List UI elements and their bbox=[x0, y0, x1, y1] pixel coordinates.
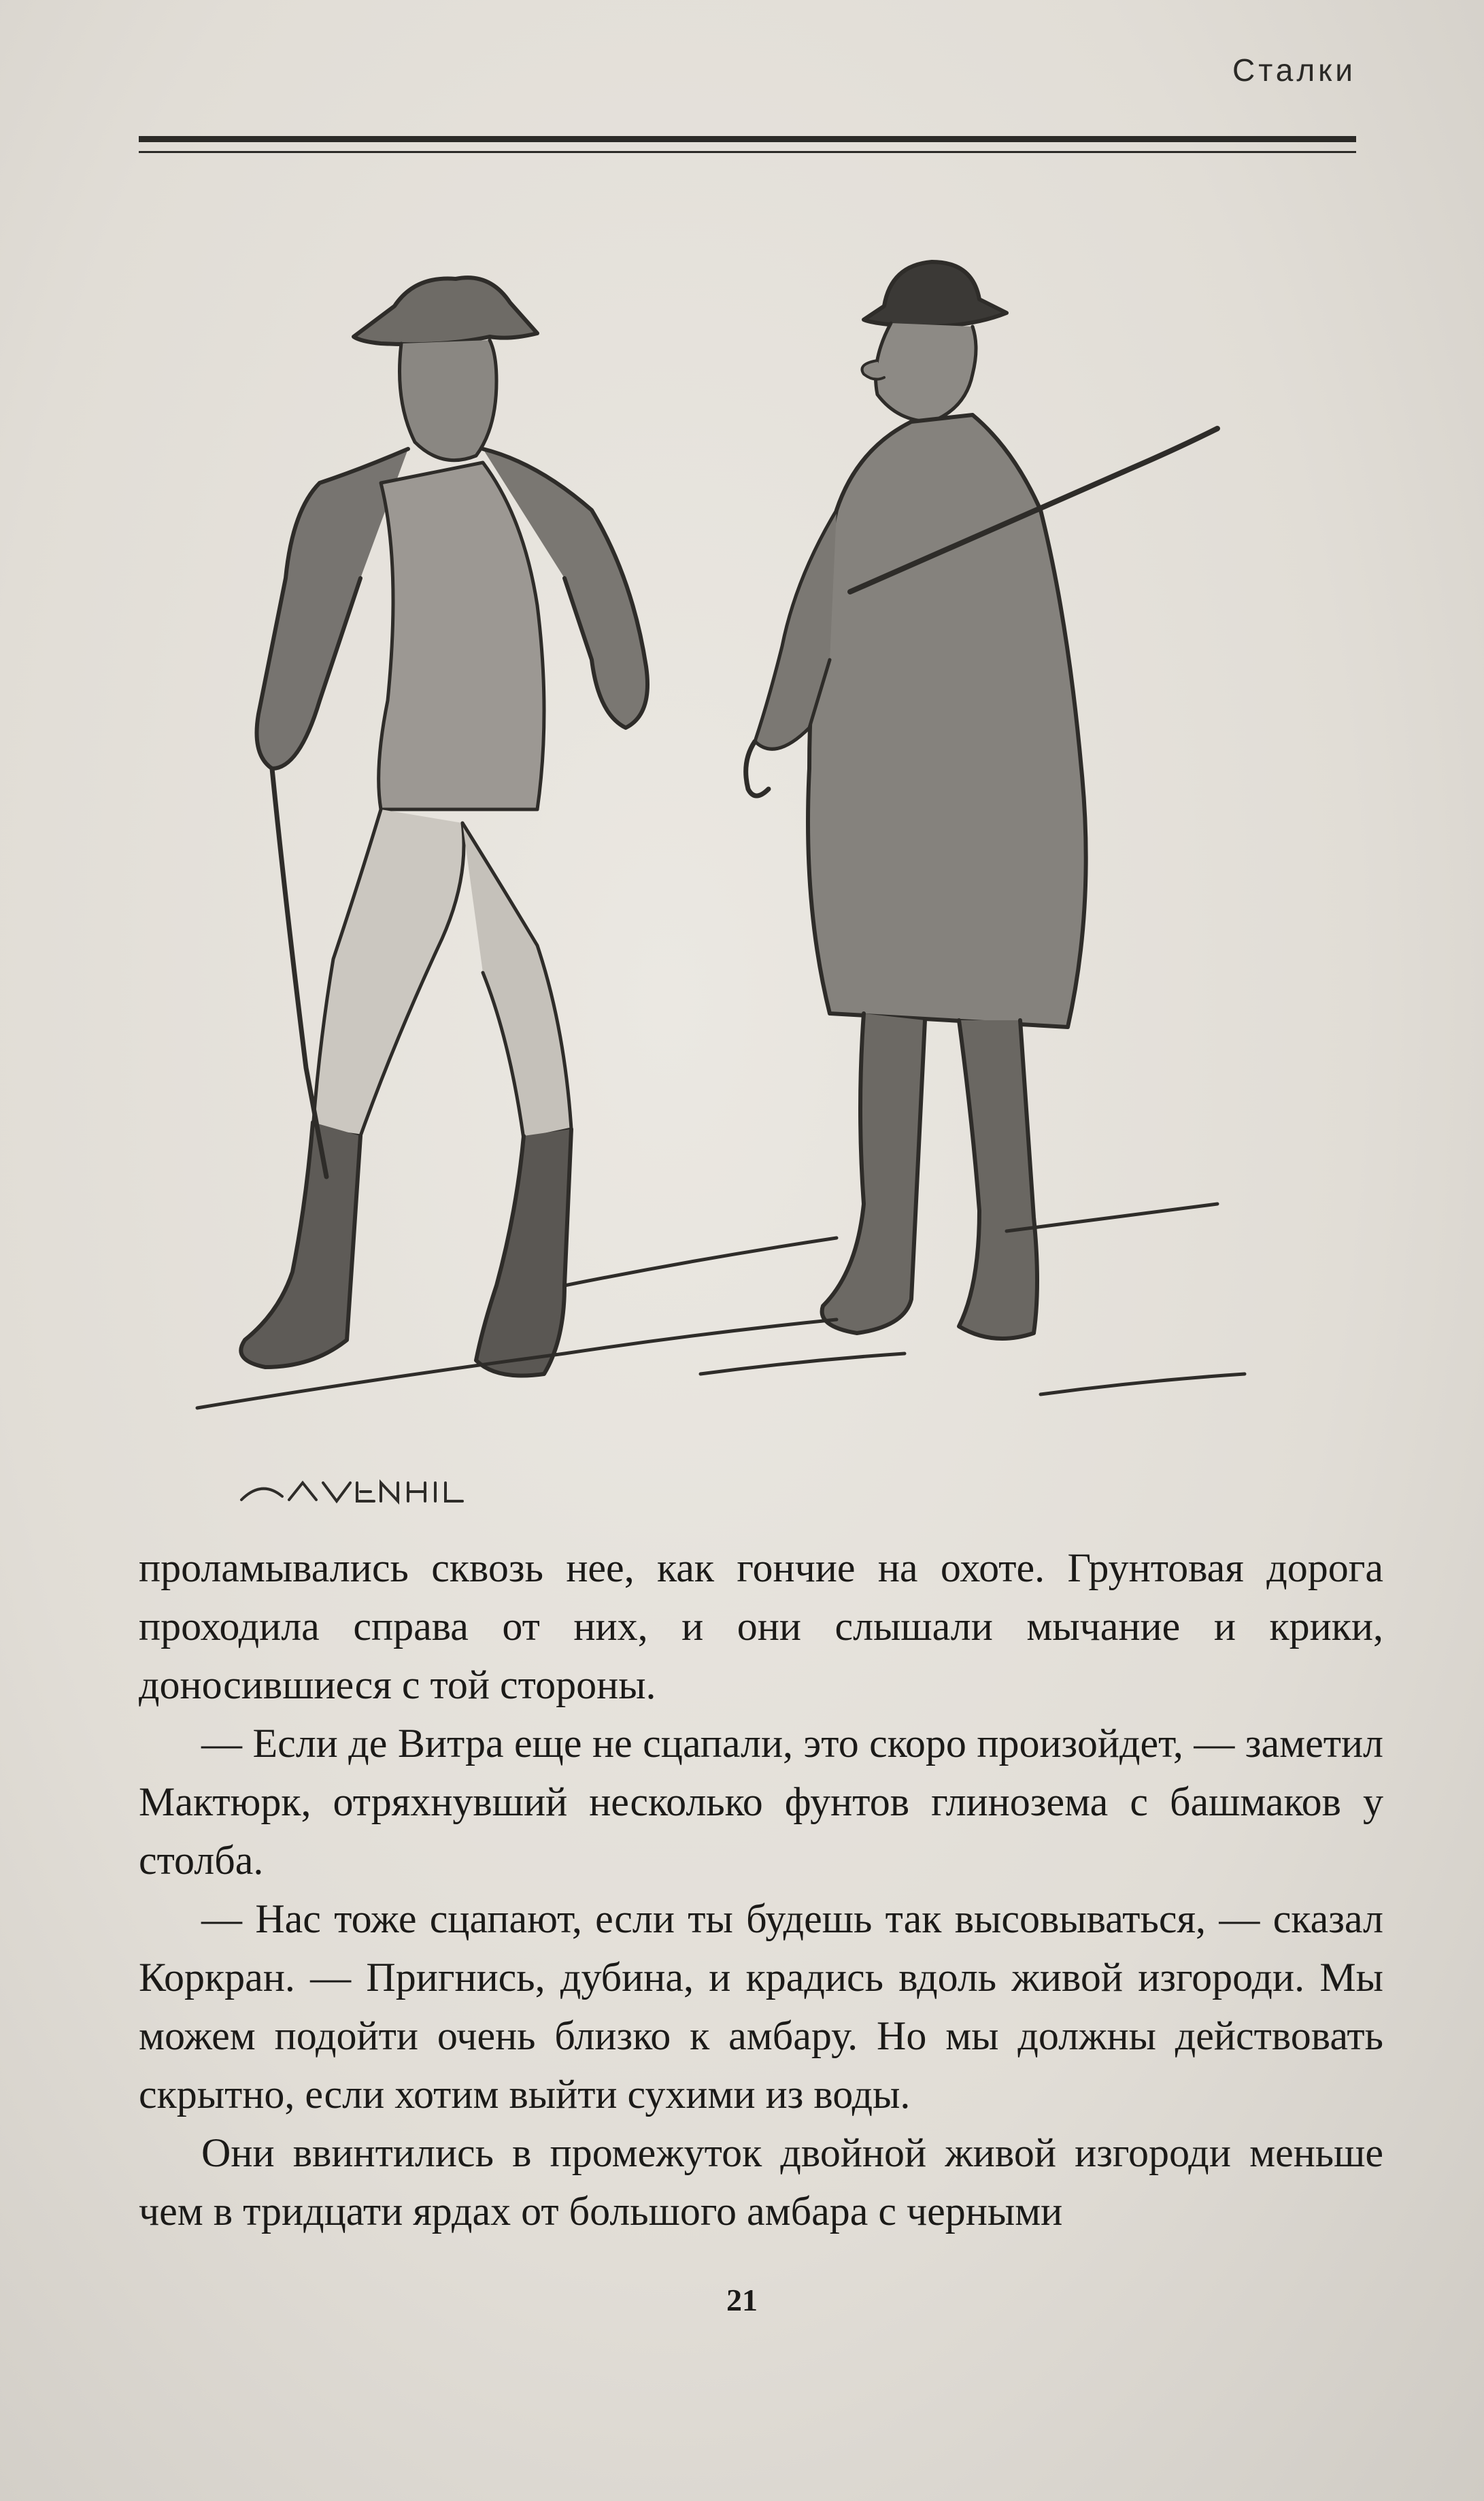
paragraph: — Нас тоже сцапают, если ты будешь так высовываться, — сказал Коркран. — Пригнись, дубина, и крадись вдоль живой изгороди. Мы можем подойти очень близко к амбару. Но мы должны действовать скрытно, если хотим выйти сухими из воды. bbox=[139, 1896, 1383, 2117]
figure-right-man bbox=[746, 262, 1217, 1339]
page-number: 21 bbox=[726, 2283, 758, 2317]
body-text bbox=[139, 1539, 1383, 2240]
header-rule-thick bbox=[139, 136, 1356, 142]
paragraph: Они ввинтились в промежуток двойной живой изгороди меньше чем в тридцати ярдах от большого амбара с черными bbox=[139, 2130, 1383, 2234]
paragraph: проламывались сквозь нее, как гончие на охоте. Грунтовая дорога проходила справа от них, и они слышали мычание и крики, доносившиеся с той стороны. bbox=[139, 1545, 1383, 1707]
figure-left-man bbox=[241, 278, 647, 1375]
running-head: Сталки bbox=[1232, 52, 1356, 88]
paragraph: — Если де Витра еще не сцапали, это скоро произойдет, — заметил Мактюрк, отряхнувший несколько фунтов глинозема с башмаков у столба. bbox=[139, 1721, 1383, 1883]
header-rule-thin bbox=[139, 151, 1356, 153]
illustration-two-men bbox=[156, 224, 1353, 1517]
artist-signature bbox=[235, 1459, 466, 1520]
